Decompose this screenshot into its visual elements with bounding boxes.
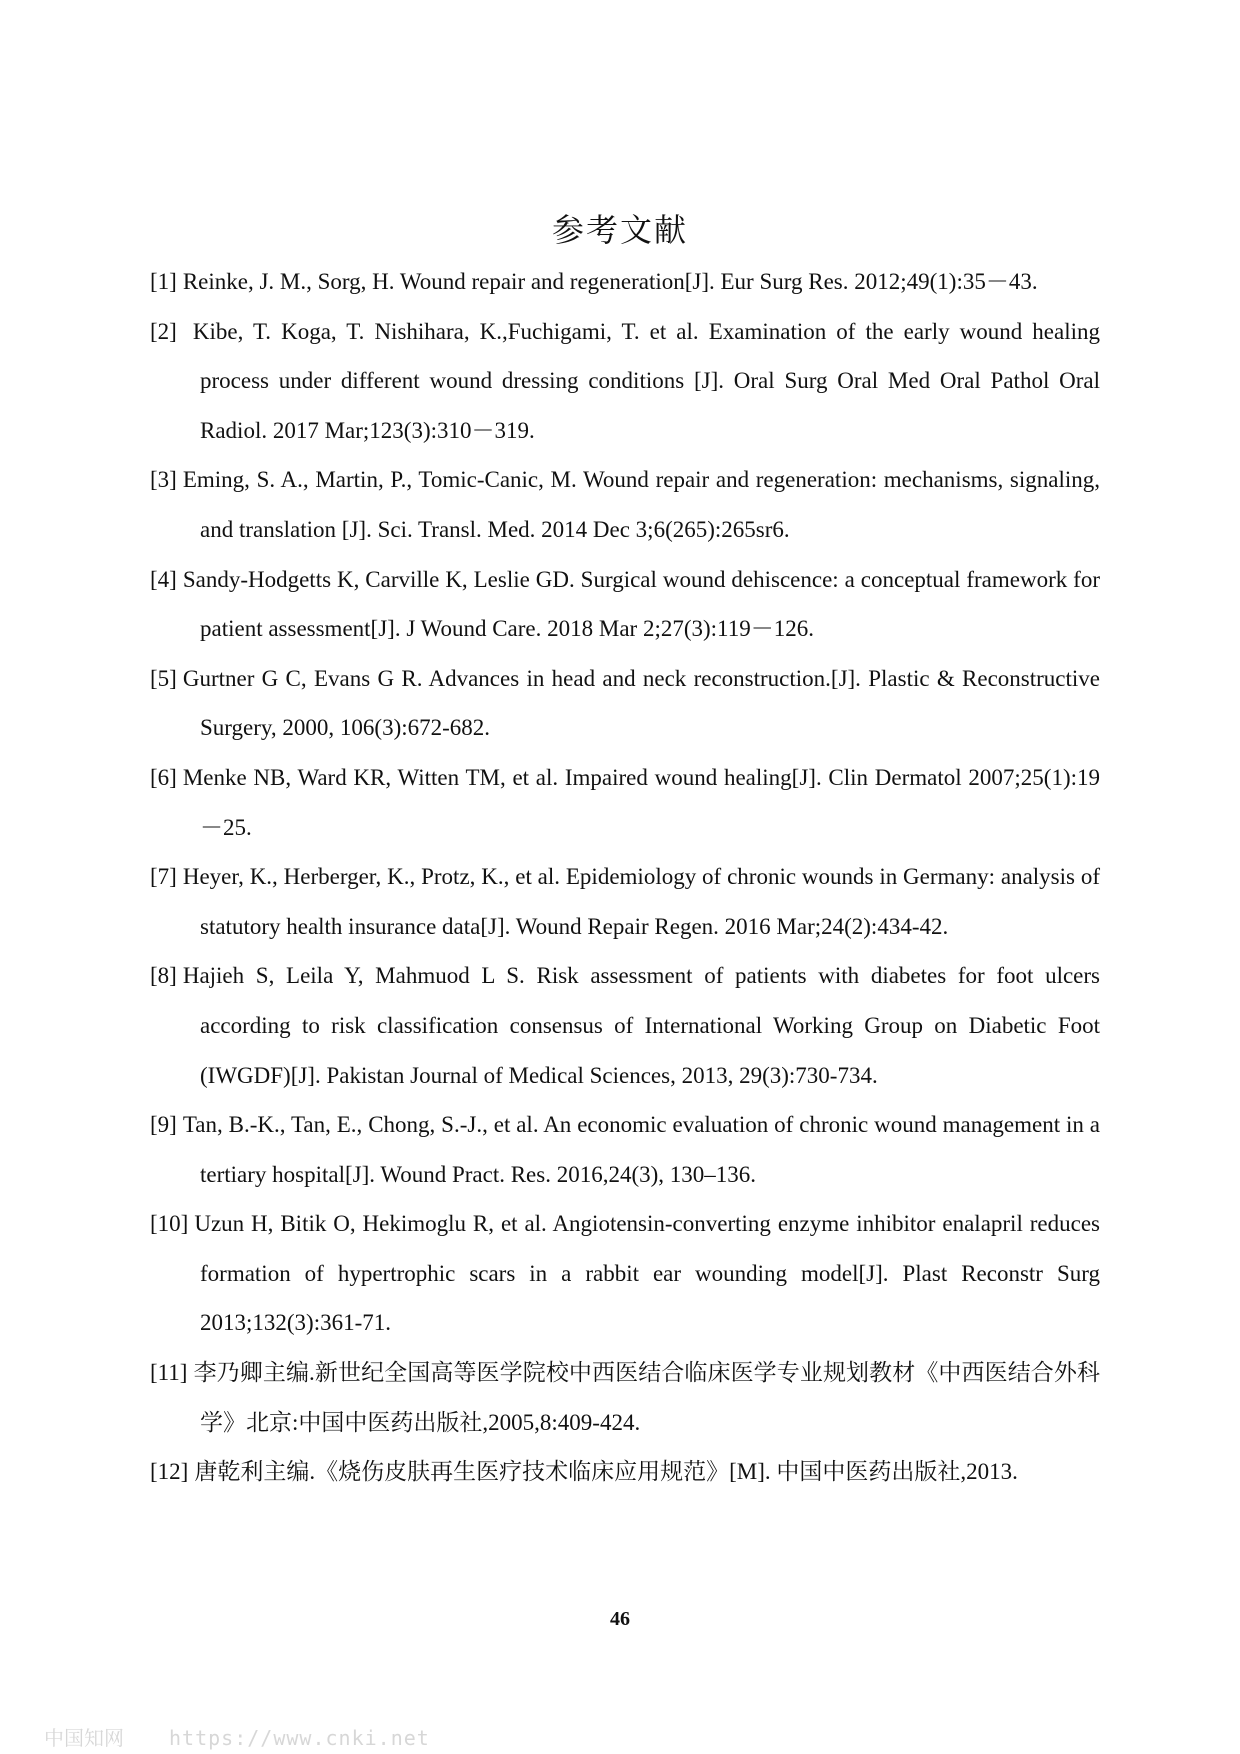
reference-number: [2] [150, 318, 177, 344]
reference-text: Tan, B.-K., Tan, E., Chong, S.-J., et al. An economic evaluation of chronic wound management in a tertiary hospital[J]. Wound Pract. Res. 2016,24(3), 130–136. [182, 1112, 1100, 1187]
watermark [44, 1722, 430, 1751]
reference-text: Heyer, K., Herberger, K., Protz, K., et al. Epidemiology of chronic wounds in Germany: analysis of statutory health insurance data[J]. Wound Repair Regen. 2016 Mar;24(2):434-42. [182, 864, 1100, 939]
reference-number: [6] [150, 764, 177, 790]
reference-item [150, 654, 1100, 753]
reference-number: [1] [150, 269, 177, 294]
reference-item [150, 455, 1100, 554]
reference-item [150, 307, 1100, 456]
reference-text: 李乃卿主编.新世纪全国高等医学院校中西医结合临床医学专业规划教材《中西医结合外科学》北京:中国中医药出版社,2005,8:409-424. [193, 1360, 1100, 1435]
reference-number: [8] [150, 963, 177, 989]
reference-item [150, 1199, 1100, 1348]
reference-text: Hajieh S, Leila Y, Mahmuod L S. Risk assessment of patients with diabetes for foot ulcers according to risk classification consensus of International Working Group on Diabetic Foot (IWGDF)[J]. Pakistan Journal of Medical Sciences, 2013, 29(3):730-734. [182, 963, 1100, 1088]
reference-text: Uzun H, Bitik O, Hekimoglu R, et al. Angiotensin-converting enzyme inhibitor enalapril reduces formation of hypertrophic scars in a rabbit ear wounding model[J]. Plast Reconstr Surg 2013;132(3):361-71. [194, 1211, 1100, 1336]
page-number: 46 [610, 1608, 630, 1630]
reference-text: Sandy-Hodgetts K, Carville K, Leslie GD. Surgical wound dehiscence: a conceptual framework for patient assessment[J]. J Wound Care. 2018 Mar 2;27(3):119－126. [182, 566, 1100, 642]
page-title: 参考文献 [551, 211, 688, 249]
reference-number: [5] [150, 665, 177, 691]
reference-text: Gurtner G C, Evans G R. Advances in head and neck reconstruction.[J]. Plastic & Reconstructive Surgery, 2000, 106(3):672-682. [182, 665, 1100, 741]
reference-list [150, 257, 1100, 1497]
reference-item [150, 1100, 1100, 1199]
reference-number: [3] [150, 467, 177, 493]
reference-number: [4] [150, 566, 177, 592]
reference-number: [10] [150, 1211, 189, 1237]
reference-number: [9] [150, 1112, 177, 1138]
reference-item [150, 951, 1100, 1100]
reference-item [150, 753, 1100, 852]
reference-item [150, 1348, 1100, 1447]
reference-text: Reinke, J. M., Sorg, H. Wound repair and regeneration[J]. Eur Surg Res. 2012;49(1):35－43. [182, 269, 1038, 294]
reference-text: Kibe, T. Koga, T. Nishihara, K.,Fuchigami, T. et al. Examination of the early wound healing process under different wound dressing conditions [J]. Oral Surg Oral Med Oral Pathol Oral Radiol. 2017 Mar;123(3):310－319. [182, 318, 1100, 443]
watermark-brand: 中国知网 [44, 1726, 124, 1750]
watermark-url: https://www.cnki.net [169, 1726, 430, 1750]
reference-number: [12] [150, 1459, 189, 1485]
reference-text: Eming, S. A., Martin, P., Tomic-Canic, M. Wound repair and regeneration: mechanisms, signaling, and translation [J]. Sci. Transl. Med. 2014 Dec 3;6(265):265sr6. [182, 467, 1100, 542]
reference-text: 唐乾利主编.《烧伤皮肤再生医疗技术临床应用规范》[M]. 中国中医药出版社,2013. [194, 1459, 1018, 1485]
reference-number: [11] [150, 1360, 188, 1386]
reference-number: [7] [150, 864, 177, 890]
reference-item [150, 1447, 1100, 1497]
reference-item [150, 852, 1100, 951]
reference-item [150, 555, 1100, 654]
reference-text: Menke NB, Ward KR, Witten TM, et al. Impaired wound healing[J]. Clin Dermatol 2007;25(1):19－25. [182, 764, 1100, 840]
reference-item [150, 257, 1100, 307]
